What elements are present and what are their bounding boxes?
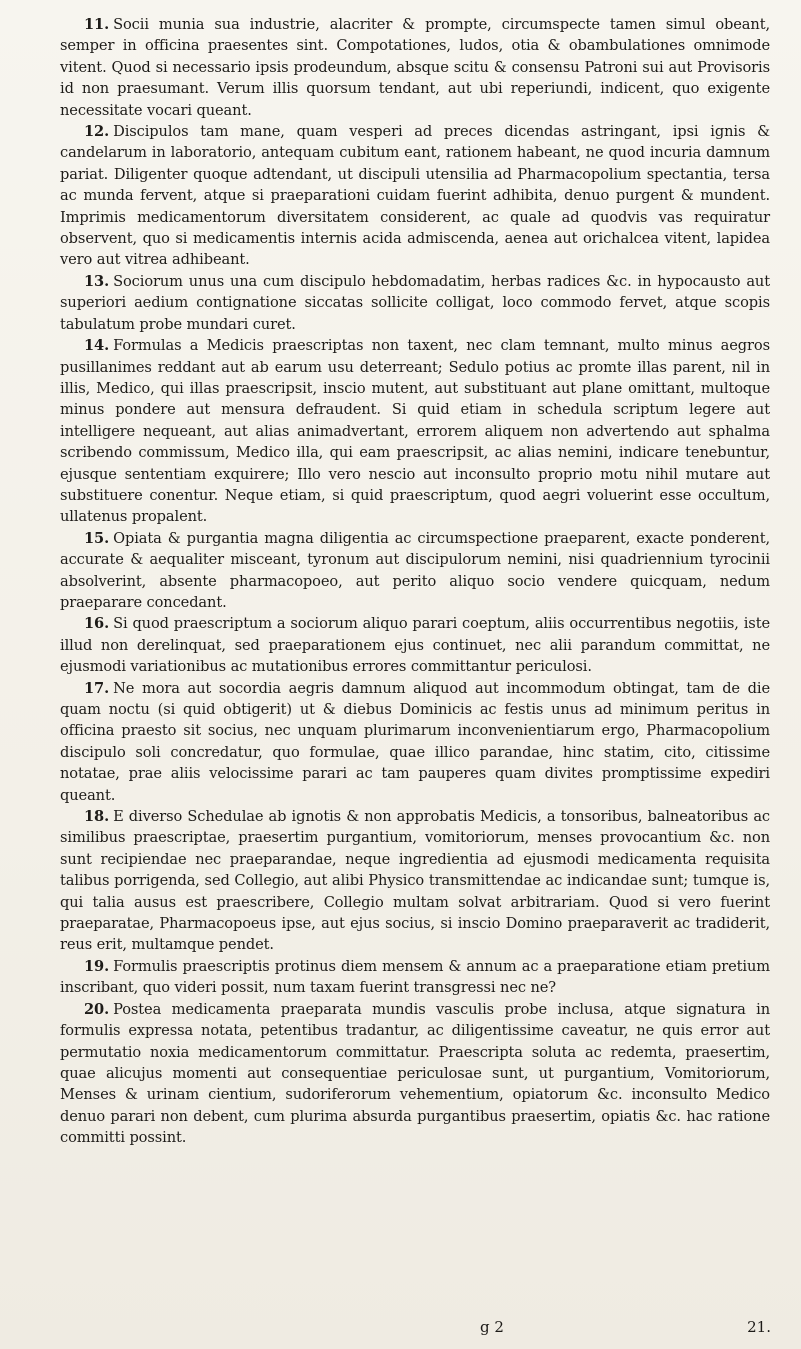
page-footer [60,1318,771,1340]
catchword: 21. [747,1318,771,1336]
paragraph-12 [60,121,770,271]
paragraph-text: Ne mora aut socordia aegris damnum aliquod aut incommodum obtingat, tam de die quam noctu (si quid obtigerit) ut & diebus Dominicis ac festis unus ad minimum peritus in officina praesto sit socius, nec unquam plurimarum inconvenientiarum ergo, Pharmacopolium discipulo soli concredatur, quo formulae, quae illico parandae, hinc statim, cito, citissime notatae, prae aliis velocissime parari ac tam pauperes quam divites promptissime expediri queant. [60,679,770,804]
paragraph-text: Opiata & purgantia magna diligentia ac circumspectione praeparent, exacte ponderent, accurate & aequaliter misceant, tyronum aut discipulorum nemini, nisi quadriennium tyrocinii absolverint, absente pharmacopoeo, aut perito aliquo socio vendere quicquam, nedum praeparare concedant. [60,529,770,611]
paragraph-16 [60,613,770,677]
paragraph-17 [60,678,770,806]
text-block [60,14,770,1149]
paragraph-14 [60,335,770,528]
paragraph-19 [60,956,770,999]
paragraph-18 [60,806,770,956]
paragraph-number: 19. [84,957,110,975]
paragraph-text: Postea medicamenta praeparata mundis vasculis probe inclusa, atque signatura in formulis expressa notata, petentibus tradantur, ac diligentissime caveatur, ne quis error aut permutatio noxia medicamentorum committatur. Praescripta soluta ac redemta, praesertim, quae alicujus momenti aut consequentiae periculosae sunt, ut purgantium, Vomitoriorum, Menses & urinam cientium, sudoriferorum vehementium, opiatorum &c. inconsulto Medico denuo parari non debent, cum plurima absurda purgantibus praesertim, opiatis &c. hac ratione committi possint. [60,1000,770,1147]
paragraph-number: 18. [84,808,110,826]
paragraph-text: Si quod praescriptum a sociorum aliquo parari coeptum, aliis occurrentibus negotiis, iste illud non derelinquat, sed praeparationem ejus continuet, nec alii parandum committat, ne ejusmodi variationibus ac mutationibus errores committantur periculosi. [60,615,770,676]
paragraph-text: Formulas a Medicis praescriptas non taxent, nec clam temnant, multo minus aegros pusillanimes reddant aut ab earum usu deterreant; Sedulo potius ac promte illas parent, nil in illis, Medico, qui illas praescripsit, inscio mutent, aut substituant aut plane omittant, multoque minus pondere aut mensura defraudent. Si quid etiam in schedula scriptum legere aut intelligere nequeant, aut alias animadvertant, errorem aliquem non advertendo aut sphalma scribendo commissum, Medico illa, qui eam praescripsit, ac alias nemini, indicare tenebuntur, ejusque sententiam exquirere; Illo vero nescio aut inconsulto proprio motu nihil mutare aut substituere conentur. Neque etiam, si quid praescriptum, quod aegri voluerint esse occultum, ullatenus propalent. [60,337,770,526]
paragraph-number: 12. [84,123,110,141]
paragraph-20 [60,999,770,1149]
paragraph-number: 14. [84,337,110,355]
paragraph-number: 20. [84,1000,110,1018]
paragraph-11 [60,14,770,121]
paragraph-number: 16. [84,615,110,633]
paragraph-text: Sociorum unus una cum discipulo hebdomadatim, herbas radices &c. in hypocausto aut superiori aedium contignatione siccatas sollicite colligat, loco commodo fervet, atque scopis tabulatum probe mundari curet. [60,272,770,333]
paragraph-15 [60,528,770,614]
paragraph-13 [60,271,770,335]
signature-mark: g 2 [480,1318,504,1336]
paragraph-number: 17. [84,679,110,697]
paragraph-number: 11. [84,16,110,33]
paragraph-number: 15. [84,529,110,547]
paragraph-text: Discipulos tam mane, quam vesperi ad preces dicendas astringant, ipsi ignis & candelarum in laboratorio, antequam cubitum eant, rationem habeant, ne quod incuria damnum pariat. Diligenter quoque adtendant, ut discipuli utensilia ad Pharmacopolium spectantia, tersa ac munda fervent, atque si praeparationi cuidam fuerint adhibita, denuo purgent & mundent. Imprimis medicamentorum diversitatem considerent, ac quale ad quodvis vas requiratur observent, quo si medicamentis internis acida admiscenda, aenea aut orichalcea vitent, lapidea vero aut vitrea adhibeant. [60,123,770,269]
paragraph-text: Socii munia sua industrie, alacriter & prompte, circumspecte tamen simul obeant, semper in officina praesentes sint. Compotationes, ludos, otia & obambulationes omnimode vitent. Quod si necessario ipsis prodeundum, absque scitu & consensu Patroni sui aut Provisoris id non praesumant. Verum illis quorsum tendant, aut ubi reperiundi, indicent, quo exigente necessitate vocari queant. [60,16,770,119]
paragraph-text: Formulis praescriptis protinus diem mensem & annum ac a praeparatione etiam pretium inscribant, quo videri possit, num taxam fuerint transgressi nec ne? [60,957,770,997]
paragraph-number: 13. [84,272,110,290]
paragraph-text: E diverso Schedulae ab ignotis & non approbatis Medicis, a tonsoribus, balneatoribus ac similibus praescriptae, praesertim purgantium, vomitoriorum, menses provocantium &c. non sunt recipiendae nec praeparandae, neque ingredientia ad ejusmodi medicamenta requisita talibus porrigenda, sed Collegio, aut alibi Physico transmittendae ac indicandae sunt; tumque is, qui talia ausus est praescribere, Collegio multam solvat arbitrariam. Quod si vero fuerint praeparatae, Pharmacopoeus ipse, aut ejus socius, si inscio Domino praeparaverit ac tradiderit, reus erit, multamque pendet. [60,808,770,954]
